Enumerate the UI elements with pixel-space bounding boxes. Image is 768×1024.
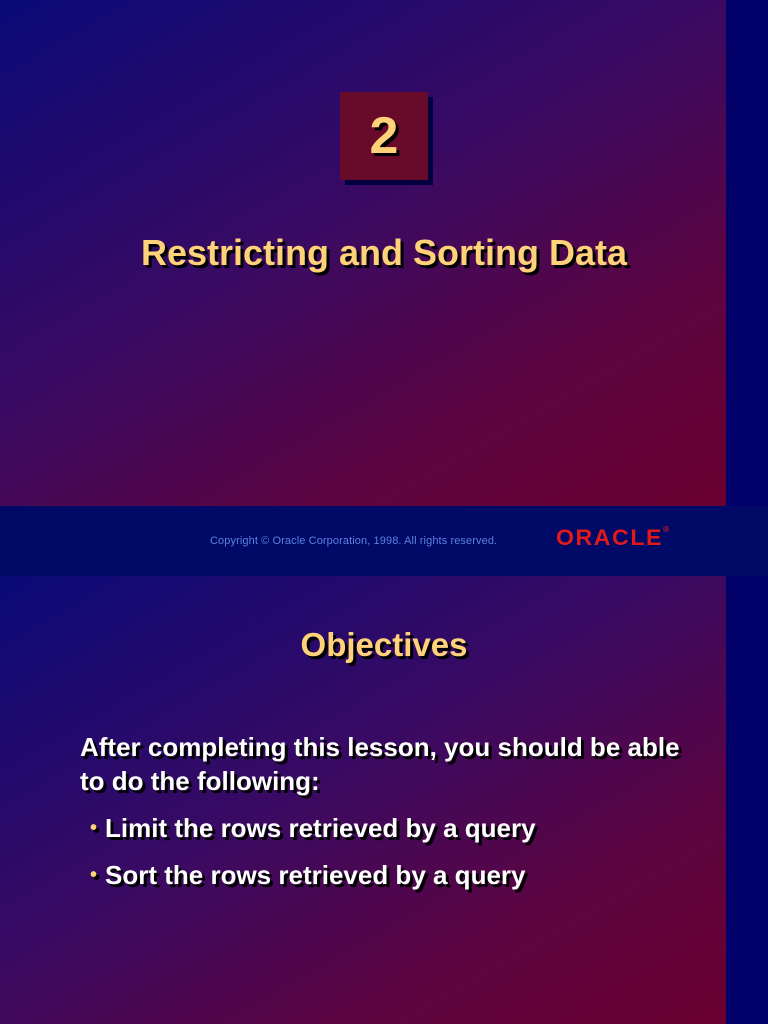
lesson-title: Restricting and Sorting Data [140, 232, 628, 273]
lesson-number-box [340, 92, 428, 180]
oracle-logo-text: ORACLE [556, 525, 663, 550]
lesson-number: 2 [369, 107, 399, 165]
objectives-intro: After completing this lesson, you should be able to do the following: [80, 732, 680, 796]
objectives-list [90, 808, 710, 902]
list-item [90, 808, 710, 855]
oracle-logo [556, 525, 669, 551]
copyright-text: Copyright © Oracle Corporation, 1998. All rights reserved. [210, 535, 498, 547]
bullet-icon: • [90, 864, 98, 886]
bullet-text: Limit the rows retrieved by a query [105, 813, 536, 843]
objectives-title: Objectives [300, 626, 468, 663]
registered-mark: ® [662, 525, 670, 534]
list-item [90, 855, 710, 902]
bullet-text: Sort the rows retrieved by a query [105, 860, 526, 890]
bullet-icon: • [90, 817, 98, 839]
